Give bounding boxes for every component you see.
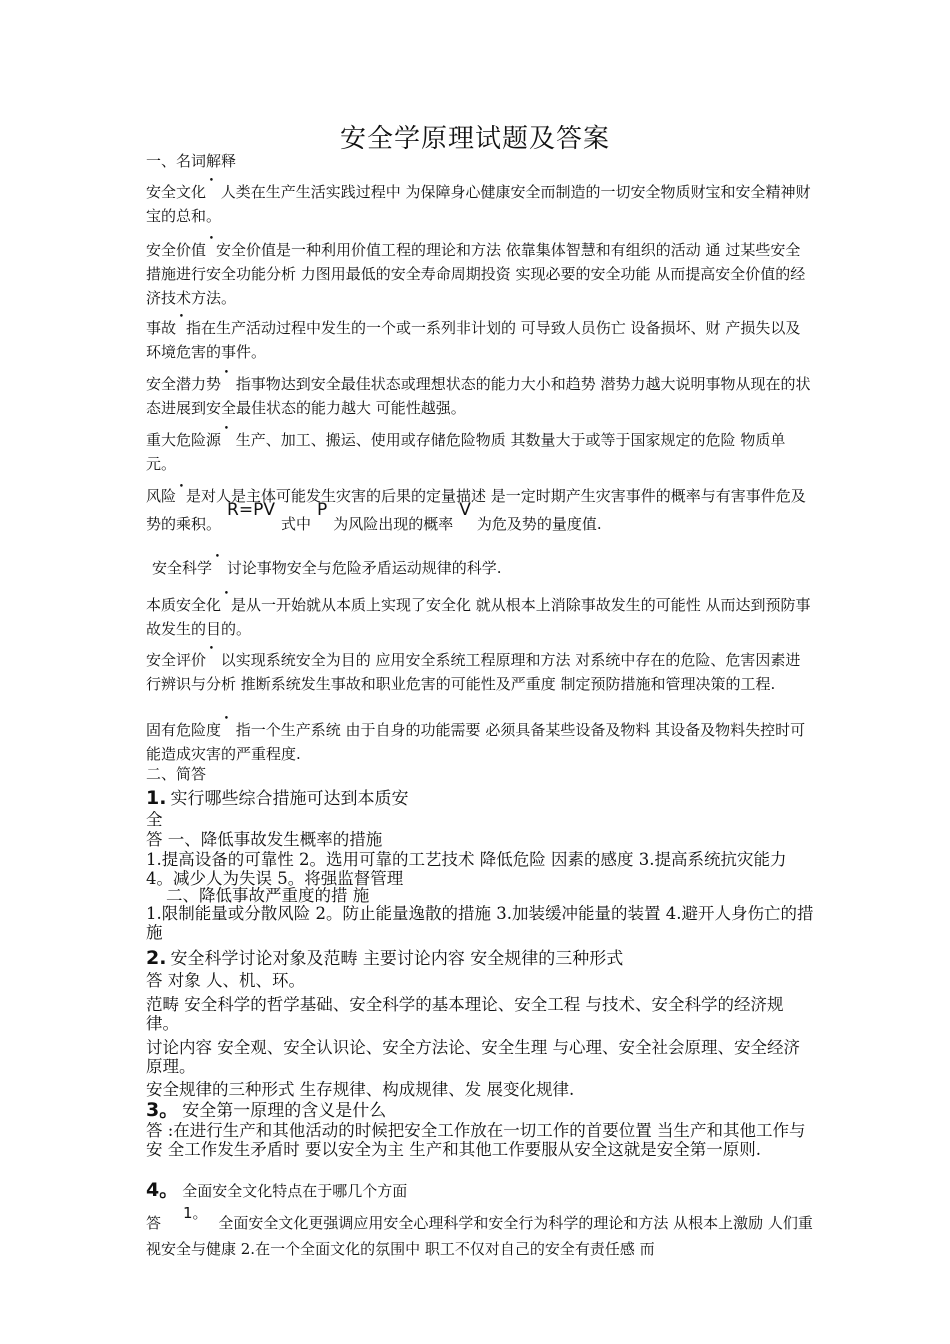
answer-1-line-3: 二、降低事故严重度的措 施 xyxy=(166,886,370,905)
definition-term: 安全科学 • xyxy=(152,559,212,577)
definition-major-hazard xyxy=(146,428,814,476)
definition-term: 安全潜力势 • xyxy=(146,375,221,393)
answer-1-line-4: 1.限制能量或分散风险 2。防止能量逸散的措施 3.加装缓冲能量的装置 4.避开人身伤亡的措施 xyxy=(146,904,814,942)
definition-text: 生产、加工、搬运、使用或存储危险物质 其数量大于或等于国家规定的危险 物质单元。 xyxy=(146,431,786,473)
question-text: 安全科学讨论对象及范畴 主要讨论内容 安全规律的三种形式 xyxy=(170,949,624,969)
definition-text: 指事物达到安全最佳状态或理想状态的能力大小和趋势 潜势力越大说明事物从现在的状态进展到安全最佳状态的能力越大 可能性越强。 xyxy=(146,375,811,417)
answer-prefix: 答 xyxy=(146,1214,162,1232)
definition-safety-culture xyxy=(146,180,814,228)
question-text: 全面安全文化特点在于哪几个方面 xyxy=(182,1182,408,1200)
section-heading-short-answers: 二、简答 xyxy=(146,765,207,783)
answer-4 xyxy=(146,1204,814,1262)
answer-number: 1。 xyxy=(183,1204,208,1222)
definition-text: 指在生产活动过程中发生的一个或一系列非计划的 可导致人员伤亡 设备损坏、财 产损失以及环境危害的事件。 xyxy=(146,319,801,361)
question-number: 1. xyxy=(146,787,167,809)
definition-safety-science xyxy=(152,556,820,580)
formula-text: 式中 xyxy=(280,515,311,533)
definition-text: 安全价值是一种利用价值工程的理论和方法 依靠集体智慧和有组织的活动 通 过某些安全措施进行安全功能分析 力图用最低的安全寿命周期投资 实现必要的安全功能 从而提高安全价值的经济技术方法。 xyxy=(146,241,806,307)
definition-accident xyxy=(146,316,814,364)
answer-text: 全面安全文化更强调应用安全心理科学和安全行为科学的理论和方法 从根本上激励 人们重视安全与健康 2.在一个全面文化的氛围中 职工不仅对自己的安全有责任感 而 xyxy=(146,1214,813,1258)
answer-1-line-1: 答 一、降低事故发生概率的措施 xyxy=(146,830,383,849)
definition-text: 讨论事物安全与危险矛盾运动规律的科学. xyxy=(222,559,502,577)
definition-safety-potential xyxy=(146,372,814,420)
definition-intrinsic-safety xyxy=(146,593,814,641)
risk-formula: R=PV xyxy=(227,500,275,520)
answer-1-line-2: 1.提高设备的可靠性 2。选用可靠的工艺技术 降低危险 因素的感度 3.提高系统抗灾能力 4。减少人为失误 5。将强监督管理 xyxy=(146,850,787,888)
question-number: 4。 xyxy=(146,1179,179,1201)
question-number: 2. xyxy=(146,947,167,969)
definition-term: 风险 • xyxy=(146,487,176,505)
definition-term: 安全价值 • xyxy=(146,241,206,259)
definition-term: 事故 • xyxy=(146,319,176,337)
formula-text: 为危及势的量度值. xyxy=(476,515,602,533)
question-2 xyxy=(146,948,814,969)
definition-text: 是从一开始就从本质上实现了安全化 就从根本上消除事故发生的可能性 从而达到预防事故发生的目的。 xyxy=(146,596,811,638)
definition-term: 安全评价 • xyxy=(146,651,206,669)
definition-term: 固有危险度 • xyxy=(146,721,221,739)
definition-term: 本质安全化 • xyxy=(146,596,221,614)
answer-2-line-3: 讨论内容 安全观、安全认识论、安全方法论、安全生理 与心理、安全社会原理、安全经济原理。 xyxy=(146,1038,800,1076)
answer-2-line-2: 范畴 安全科学的哲学基础、安全科学的基本理论、安全工程 与技术、安全科学的经济规律。 xyxy=(146,995,784,1033)
definition-term: 安全文化 • xyxy=(146,183,206,201)
question-text: 实行哪些综合措施可达到本质安 xyxy=(170,789,409,809)
definition-text: 指一个生产系统 由于自身的功能需要 必须具备某些设备及物料 其设备及物料失控时可能造成灾害的严重程度. xyxy=(146,721,806,763)
answer-3-line-1: 答 :在进行生产和其他活动的时候把安全工作放在一切工作的首要位置 当生产和其他工作与安 全工作发生矛盾时 要以安全为主 生产和其他工作要服从安全这就是安全第一原则. xyxy=(146,1121,806,1159)
page-title: 安全学原理试题及答案 xyxy=(339,124,610,154)
definition-safety-value xyxy=(146,238,814,310)
definition-text: 人类在生产生活实践过程中 为保障身心健康安全而制造的一切安全物质财宝和安全精神财宝的总和。 xyxy=(146,183,811,225)
question-text: 安全第一原理的含义是什么 xyxy=(182,1101,387,1121)
formula-symbol-v: V xyxy=(459,500,471,520)
section-heading-definitions: 一、名词解释 xyxy=(146,152,237,170)
definition-safety-assessment xyxy=(146,648,814,696)
question-number: 3。 xyxy=(146,1099,179,1121)
answer-2-line-1: 答 对象 人、机、环。 xyxy=(146,971,305,990)
question-4 xyxy=(146,1180,814,1201)
formula-text: 为风险出现的概率 xyxy=(333,515,454,533)
definition-risk xyxy=(146,482,814,538)
definition-inherent-hazard xyxy=(146,718,814,766)
answer-2-line-4: 安全规律的三种形式 生存规律、构成规律、发 展变化规律. xyxy=(146,1080,575,1099)
question-3 xyxy=(146,1100,814,1121)
definition-text: 是对人是主体可能发生灾害的后果的定量描述 是一定时期产生灾害事件的概率与有害事件危及势的乘积。 xyxy=(146,487,806,533)
question-1 xyxy=(146,788,814,809)
definition-term: 重大危险源 • xyxy=(146,431,221,449)
question-1-continuation: 全 xyxy=(146,810,163,829)
definition-text: 以实现系统安全为目的 应用安全系统工程原理和方法 对系统中存在的危险、危害因素进行辨识与分析 推断系统发生事故和职业危害的可能性及严重度 制定预防措施和管理决策的工程. xyxy=(146,651,801,693)
formula-symbol-p: P xyxy=(316,500,328,520)
